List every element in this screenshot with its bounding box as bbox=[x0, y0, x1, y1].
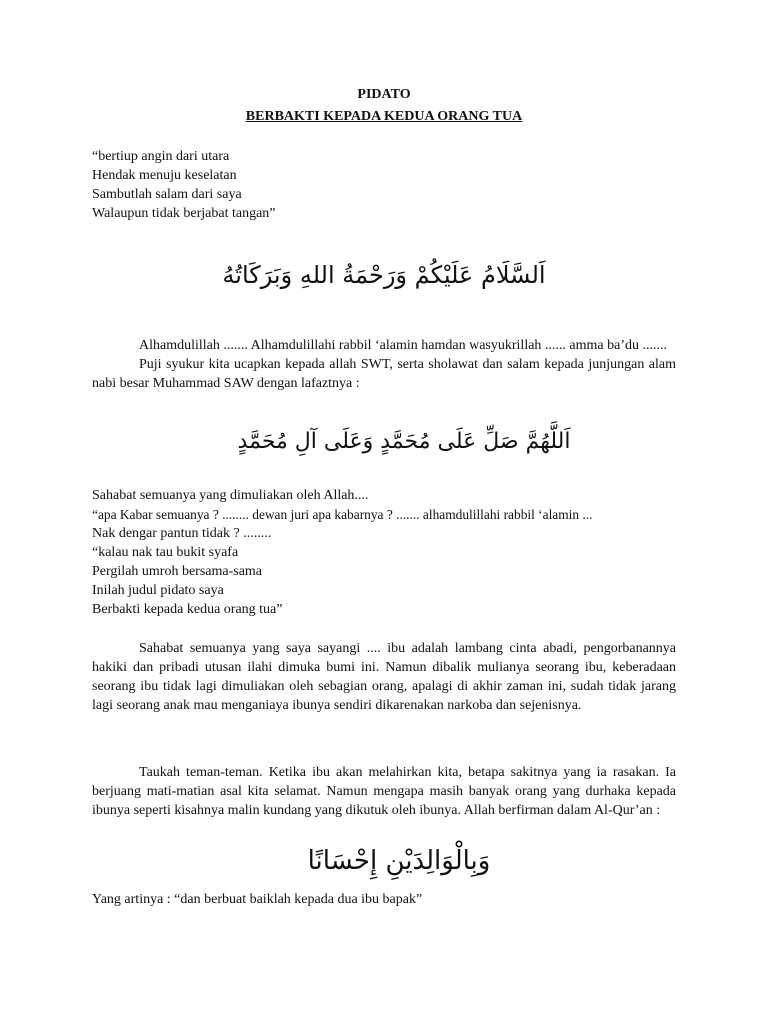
poem-line: Walaupun tidak berjabat tangan” bbox=[92, 206, 276, 221]
poem-line: “bertiup angin dari utara bbox=[92, 149, 230, 164]
greeting-line: “apa Kabar semuanya ? ........ dewan juri apa kabarnya ? ....... alhamdulillahi rabbil ‘alamin ... bbox=[92, 507, 593, 522]
pantun-line: Pergilah umroh bersama-sama bbox=[92, 564, 263, 579]
arabic-sholawat: اَللَّهُمَّ صَلِّ عَلَى مُحَمَّدٍ وَعَلَى آلِ مُحَمَّدٍ bbox=[237, 429, 571, 454]
taukah-section bbox=[92, 763, 676, 820]
greeting-line: Sahabat semuanya yang dimuliakan oleh Allah.... bbox=[92, 488, 369, 503]
opening-poem bbox=[92, 147, 676, 223]
arabic-salam: اَلسَّلَامُ عَلَيْكُمْ وَرَحْمَةُ اللهِ وَبَرَكَاتُهُ bbox=[222, 261, 546, 289]
paragraph-alhamdulillah: Alhamdulillah ....... Alhamdulillahi rabbil ‘alamin hamdan wasyukrillah ...... amma ba’du ....... bbox=[139, 338, 668, 353]
poem-line: Sambutlah salam dari saya bbox=[92, 187, 242, 202]
title-pidato: PIDATO bbox=[357, 87, 411, 102]
poem-line: Hendak menuju keselatan bbox=[92, 168, 237, 183]
translation-section bbox=[92, 890, 676, 909]
arabic-ayat: وَبِالْوَالِدَيْنِ إِحْسَانًا bbox=[307, 846, 491, 876]
paragraph-taukah: Taukah teman-teman. Ketika ibu akan melahirkan kita, betapa sakitnya yang ia rasakan. Ia berjuang mati-matian asal kita selamat. Namun mengapa masih banyak orang yang durhaka kepada ibunya seperti kisahnya malin kundang yang dikutuk oleh ibunya. Allah berfirman dalam Al-Qur’an : bbox=[92, 765, 676, 818]
title-speech-topic: BERBAKTI KEPADA KEDUA ORANG TUA bbox=[245, 109, 523, 124]
paragraph-ibu: Sahabat semuanya yang saya sayangi .... ibu adalah lambang cinta abadi, pengorbanannya hakiki dan pribadi utusan ilahi dimuka bumi ini. Namun dibalik mulianya seorang ibu, keberadaan seorang ibu tidak lagi dimuliakan oleh sebagian orang, apalagi di akhir zaman ini, sudah tidak jarang lagi seorang anak mau menganiaya ibunya sendiri dikarenakan narkoba dan sejenisnya. bbox=[92, 641, 676, 713]
pantun-line: Inilah judul pidato saya bbox=[92, 583, 224, 598]
greeting-section bbox=[92, 486, 676, 619]
pantun-line: Berbakti kepada kedua orang tua” bbox=[92, 602, 283, 617]
paragraph-puji-syukur: Puji syukur kita ucapkan kepada allah SWT, serta sholawat dan salam kepada junjungan alam nabi besar Muhammad SAW dengan lafaztnya : bbox=[92, 357, 676, 391]
translation-line: Yang artinya : “dan berbuat baiklah kepada dua ibu bapak” bbox=[92, 892, 423, 907]
pantun-line: “kalau nak tau bukit syafa bbox=[92, 545, 239, 560]
ibu-section bbox=[92, 639, 676, 715]
intro-section bbox=[92, 336, 676, 393]
greeting-line: Nak dengar pantun tidak ? ........ bbox=[92, 526, 272, 541]
